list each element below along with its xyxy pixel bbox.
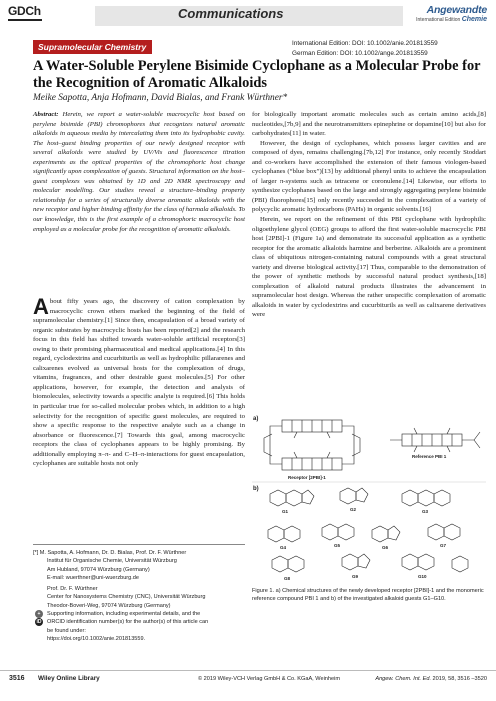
supporting-info-note	[33, 610, 245, 643]
figure-caption: Figure 1. a) Chemical structures of the newly developed receptor [2PBI]-1 and the monomeric reference compound PBI 1 and b) of the investigated alkaloid guests G1–G10.	[252, 588, 484, 603]
gdch-logo	[8, 4, 42, 21]
journal-logo-edition: International Edition	[416, 17, 461, 23]
guest-label-g2: G2	[350, 507, 357, 512]
page-footer	[0, 672, 496, 688]
figure-1	[252, 412, 486, 584]
panel-a-label: a)	[253, 416, 259, 422]
guest-label-g9: G9	[352, 574, 359, 579]
footer-rule	[0, 670, 496, 671]
article-title: A Water-Soluble Perylene Bisimide Cyclophane as a Molecular Probe for the Recognition of Aromatic Alkaloids	[33, 58, 481, 91]
journal-logo	[416, 4, 487, 23]
copyright-notice: © 2019 Wiley-VCH Verlag GmbH & Co. KGaA, Weinheim	[198, 676, 341, 682]
section-title: Communications	[178, 6, 284, 21]
si-link[interactable]: https://doi.org/10.1002/anie.201813559.	[47, 635, 146, 642]
address-1-line-2: Institut für Organische Chemie, Universität Würzburg	[47, 558, 177, 565]
guest-label-g7: G7	[440, 543, 447, 548]
address-2-line-2: Center for Nanosystems Chemistry (CNC), Universität Würzburg	[47, 594, 206, 601]
page-header	[0, 0, 496, 30]
wiley-online-library[interactable]: Wiley Online Library	[38, 675, 100, 682]
guest-label-g4: G4	[280, 545, 287, 550]
guest-label-g10: G10	[418, 574, 427, 579]
guest-label-g6: G6	[382, 545, 389, 550]
address-1-email[interactable]: E-mail: wuerthner@uni-wuerzburg.de	[47, 574, 139, 581]
topic-tag: Supramolecular Chemistry	[33, 40, 152, 54]
footnotes	[33, 544, 245, 643]
receptor-structure	[264, 420, 360, 470]
citation-volume-pages: 2019, 58, 3516 –3520	[431, 676, 487, 682]
journal-logo-chemie: Chemie	[461, 16, 487, 23]
citation-journal: Angew. Chem. Int. Ed.	[375, 676, 431, 682]
abstract-label: Abstract:	[33, 111, 59, 118]
doi-german[interactable]: German Edition: DOI: 10.1002/ange.201813559	[292, 49, 428, 57]
body-left-text: bout fifty years ago, the discovery of cation complexation by macrocyclic crown ethers marked the beginning of the field of supramolecular chemistry.[1] Since then, encapsulation of a broad variety of organic substrates by macrocyclic hosts has been reported[2] and the research focus in this field has shifted towards water-soluble artificial receptors[3] owing to their promising pharmaceutical and medical applications.[4] In this regard, cyclodextrins and cucurbiturils as well as hydrophilic pillararenes and calixarenes evolved as universal hosts for the complexation of drugs, vitamins, fragrances, and other desirable guest molecules.[5] For other applications, however, for example, the detection and analysis of biomolecules, selectivity towards a specific analyte is required.[6] This holds in particular true for so-called molecular probes which, in addition to a high selectivity for the recognition of specific guest molecules, are required to show a specific response to the respective analyte such as a change in absorbance or fluorescence.[7] Towards this goal, among macrocyclic receptors the class of cyclophanes appears to be highly promising. By additionally employing π–π- and C–H–π-interactions for guest encapsulation, cyclophanes are suitable hosts not only	[33, 298, 245, 468]
address-1-line-1: [*] M. Sapotta, A. Hofmann, Dr. D. Bialas, Prof. Dr. F. Würthner	[33, 550, 187, 556]
si-line-3: be found under:	[47, 627, 86, 634]
journal-logo-sub	[416, 16, 487, 23]
doi-block	[292, 39, 487, 58]
journal-logo-main: Angewandte	[426, 4, 487, 16]
guest-label-g3: G3	[422, 509, 429, 514]
guest-label-g1: G1	[282, 509, 289, 514]
receptor-label: Receptor [2PBI]-1	[288, 475, 326, 480]
body-column-left	[33, 294, 245, 469]
guest-structures	[268, 488, 468, 572]
author-list: Meike Sapotta, Anja Hofmann, David Bialas, and Frank Würthner*	[33, 93, 288, 103]
body-right-paragraph-1: for biologically important aromatic molecules such as certain amino acids,[8] nucleotides,[7b,9] and the neurotransmitters epinephrine or dopamine[10] but also for carbohydrates[11] in water.	[252, 111, 486, 138]
chemical-structures-figure	[252, 412, 486, 584]
abstract	[33, 110, 245, 234]
panel-b-label: b)	[253, 486, 259, 492]
si-line-2: ORCID identification number(s) for the author(s) of this article can	[47, 619, 209, 626]
gdch-logo-text: GDCh	[8, 4, 41, 18]
body-right-paragraph-2: However, the design of cyclophanes, which possess larger cavities and are composed of dyes, remains challenging.[7b,12] For instance, only recently Stoddart and co-workers have accomplished the extension of their famous viologen-based cyclophanes (“blue box”)[13] by additional phenyl units to achieve the encapsulation of larger π-systems such as tetracene or coronulene.[14] Likewise, our efforts to synthesize cyclophanes based on the large and strongly aggregating perylene bisimide (PBI) fluorophores[15] only recently succeeded in the complexation of a variety of polycyclic aromatic hydrocarbons (PAHs) in organic solvents.[16]	[252, 139, 486, 214]
gdch-logo-bar	[8, 19, 42, 21]
page-number: 3516	[9, 675, 25, 682]
guest-label-g5: G5	[334, 543, 341, 548]
guest-label-g8: G8	[284, 576, 291, 581]
abstract-text: Herein, we report a water-soluble macrocyclic host based on perylene bisimide (PBI) chromophores that recognizes natural aromatic alkaloids in aqueous media by intercalating them into its hydrophobic cavity. The host–guest binding properties of our newly designed receptor with several alkaloids were studied by UV/Vis and fluorescence titration experiments as the optical properties of the chromophoric host change significantly upon complexation of guests. Structural information on the host–guest complexes was obtained by 1D and 2D NMR spectroscopy and molecular modelling. Our studies reveal a structure–binding property relationship for a series of structurally diverse aromatic alkaloids with the new receptor and higher binding affinity for the class of harmala alkaloids. To our knowledge, this is the first example of a chromophoric macrocyclic host employed as a molecular probe for the recognition of aromatic alkaloids.	[33, 111, 245, 233]
si-line-1: Supporting information, including experimental details, and the	[47, 611, 201, 618]
reference-label: Reference PBI 1	[412, 454, 447, 459]
address-1-line-3: Am Hubland, 97074 Würzburg (Germany)	[47, 566, 150, 573]
dropcap-letter: A	[33, 294, 49, 319]
address-2-line-1: Prof. Dr. F. Würthner	[47, 586, 98, 593]
doi-international[interactable]: International Edition: DOI: 10.1002/anie.201813559	[292, 40, 438, 47]
orcid-icon: iD	[36, 619, 42, 626]
body-column-right	[252, 110, 486, 320]
supporting-info-icon: +	[35, 610, 43, 618]
reference-pbi-structure	[390, 428, 480, 452]
journal-citation	[375, 676, 487, 682]
body-right-paragraph-3: Herein, we report on the refinement of this PBI cyclophane with hydrophilic oligoethylene glycol (OEG) groups to afford the first water-soluble macrocyclic PBI host [2PBI]-1 (Figure 1a) and demonstrate its successful application as a synthetic receptor for the aromatic alkaloids harmine and berberine. Alkaloids are a prominent class of ubiquitous nitrogen-containing natural compounds with a great structural variety and diverse biological activity.[17] Thus, comparable to the demonstration of the power of synthetic methods by successful natural product synthesis,[18] complexation of alkaloid natural products illustrates the advancement in supramolecular host design. Whereas the rather unspecific complexation of aromatic alkaloids in water by cyclodextrins and cucurbiturils as well as calixarene derivatives were	[252, 216, 486, 319]
address-2-line-3: Theodor-Boveri-Weg, 97074 Würzburg (Germany)	[47, 602, 171, 609]
